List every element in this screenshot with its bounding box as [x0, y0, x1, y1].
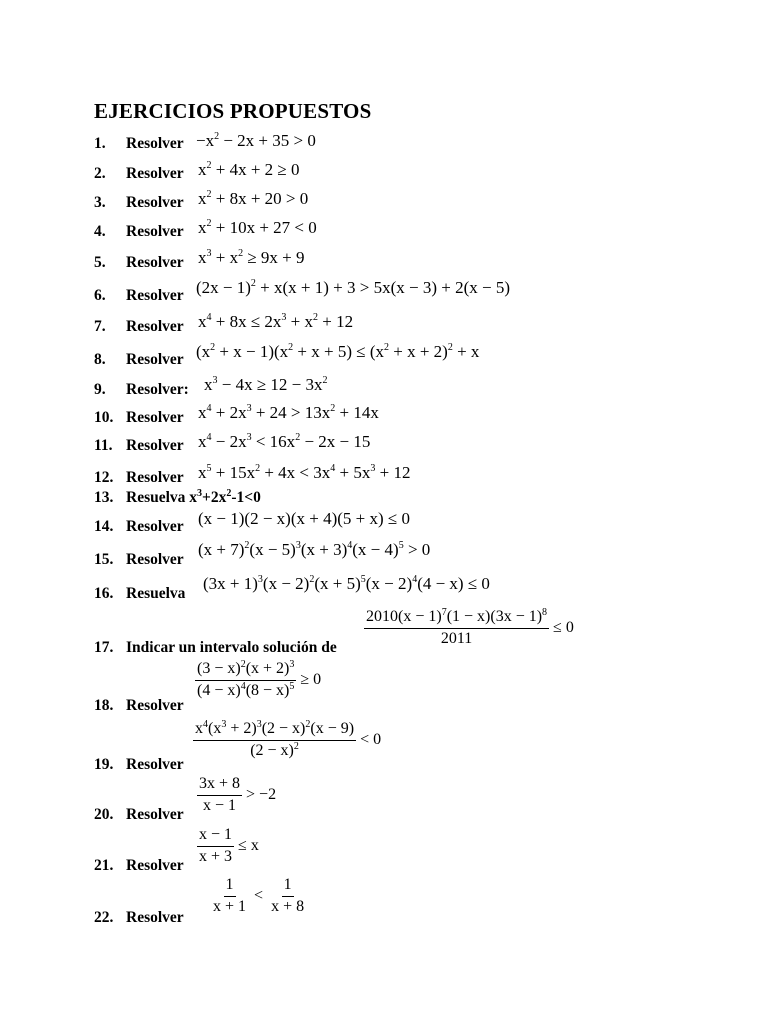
exercise-label: Resolver [126, 469, 184, 486]
exercise-number: 7. [94, 318, 106, 335]
exercise-number: 1. [94, 135, 106, 152]
exercise-number: 15. [94, 551, 114, 568]
exercise-number: 6. [94, 287, 106, 304]
exercise-math: $(3x + 1)^3(x - 2)^2(x + 5)^5(x - 2)^4(4 - x) \le 0$ [203, 574, 490, 593]
exercise-label: Resolver [126, 135, 184, 152]
exercise-number: 17. [94, 639, 114, 656]
exercise-label: Resolver [126, 254, 184, 271]
exercise-number: 22. [94, 909, 114, 926]
exercise-number: 3. [94, 194, 106, 211]
exercise-math: $x^4 + 8x \le 2x^3 + x^2 + 12$ [198, 312, 354, 331]
exercise-math: $x^2 + 4x + 2 \ge 0$ [198, 160, 300, 179]
exercise-number: 9. [94, 381, 106, 398]
exercise-label: Resolver [126, 409, 184, 426]
exercise-label: Resolver [126, 437, 184, 454]
exercise-math: $x^2 + 8x + 20 > 0$ [198, 189, 309, 208]
exercise-math: 1 x + 1 < 1 x + 8 [213, 876, 305, 915]
exercise-math: $\frac{x - 1}{x + 3}$ ≤ x [199, 826, 259, 865]
exercise-number: 2. [94, 165, 106, 182]
exercise-label: Resolver [126, 223, 184, 240]
exercise-label: Resolver [126, 518, 184, 535]
exercise-math: $x^4(x^3 + 2)^3(2 - x)^2(x - 9)$ $(2 - x)^2$ < 0 [195, 719, 382, 759]
exercise-label: Resolver [126, 194, 184, 211]
exercise-math: $x^4 - 2x^3 < 16x^2 - 2x - 15$ [198, 432, 371, 451]
exercise-label: Resolver [126, 806, 184, 823]
exercise-number: 11. [94, 437, 113, 454]
exercise-number: 10. [94, 409, 114, 426]
exercise-label: Resolver [126, 165, 184, 182]
exercise-math: $x^4 + 2x^3 + 24 > 13x^2 + 14x$ [198, 403, 379, 422]
exercise-label: Resolver: [126, 381, 189, 398]
exercise-math: 3x + 8 x − 1 > −2 [199, 775, 277, 814]
exercise-math: (x − 1)(2 − x)(x + 4)(5 + x) ≤ 0 [198, 509, 410, 528]
exercise-label: Resuelva $x^3+2x^2-1<0$ [126, 488, 261, 506]
exercise-math: $x^3 + x^2 \ge 9x + 9$ [198, 248, 305, 267]
exercise-number: 4. [94, 223, 106, 240]
exercise-number: 13. [94, 489, 114, 506]
exercise-number: 20. [94, 806, 114, 823]
exercise-number: 16. [94, 585, 114, 602]
exercise-label: Resolver [126, 857, 184, 874]
exercise-number: 14. [94, 518, 114, 535]
exercise-label: Resolver [126, 756, 184, 773]
exercise-math: $\frac{(3 - x)^2(x + 2)^3}{(4 - x)^4(8 - x)^5}$ ≥ 0 [197, 659, 322, 699]
exercise-label: Resuelva [126, 585, 186, 602]
exercise-label: Resolver [126, 551, 184, 568]
exercise-label: Resolver [126, 697, 184, 714]
exercise-math: $x^3 - 4x \ge 12 - 3x^2$ [204, 375, 328, 394]
exercise-label: Resolver [126, 287, 184, 304]
exercise-math: $(2x - 1)^2 + x(x + 1) + 3 > 5x(x - 3) + 2(x - 5)$ [196, 278, 511, 297]
exercise-math: $x^5 + 15x^2 + 4x < 3x^4 + 5x^3 + 12$ [198, 463, 411, 482]
exercise-math: $(x + 7)^2(x - 5)^3(x + 3)^4(x - 4)^5 > 0$ [198, 540, 431, 559]
exercise-math: $\frac{2010(x - 1)^7(1 - x)(3x - 1)^8}{2011}$ ≤ 0 [366, 607, 574, 647]
exercise-label: Indicar un intervalo solución de [126, 639, 337, 656]
exercise-math: $x^2 + 10x + 27 < 0$ [198, 218, 317, 237]
page-title: EJERCICIOS PROPUESTOS [94, 99, 372, 123]
exercise-label: Resolver [126, 909, 184, 926]
exercise-number: 8. [94, 351, 106, 368]
exercise-number: 19. [94, 756, 114, 773]
exercise-math: $-x^2 - 2x + 35 > 0$ [196, 131, 316, 150]
exercise-label: Resolver [126, 318, 184, 335]
exercise-number: 18. [94, 697, 114, 714]
exercise-math: $(x^2 + x - 1)(x^2 + x + 5) \le (x^2 + x + 2)^2 + x$ [196, 342, 480, 361]
exercise-number: 12. [94, 469, 114, 486]
exercise-label: Resolver [126, 351, 184, 368]
exercise-number: 21. [94, 857, 114, 874]
exercise-number: 5. [94, 254, 106, 271]
